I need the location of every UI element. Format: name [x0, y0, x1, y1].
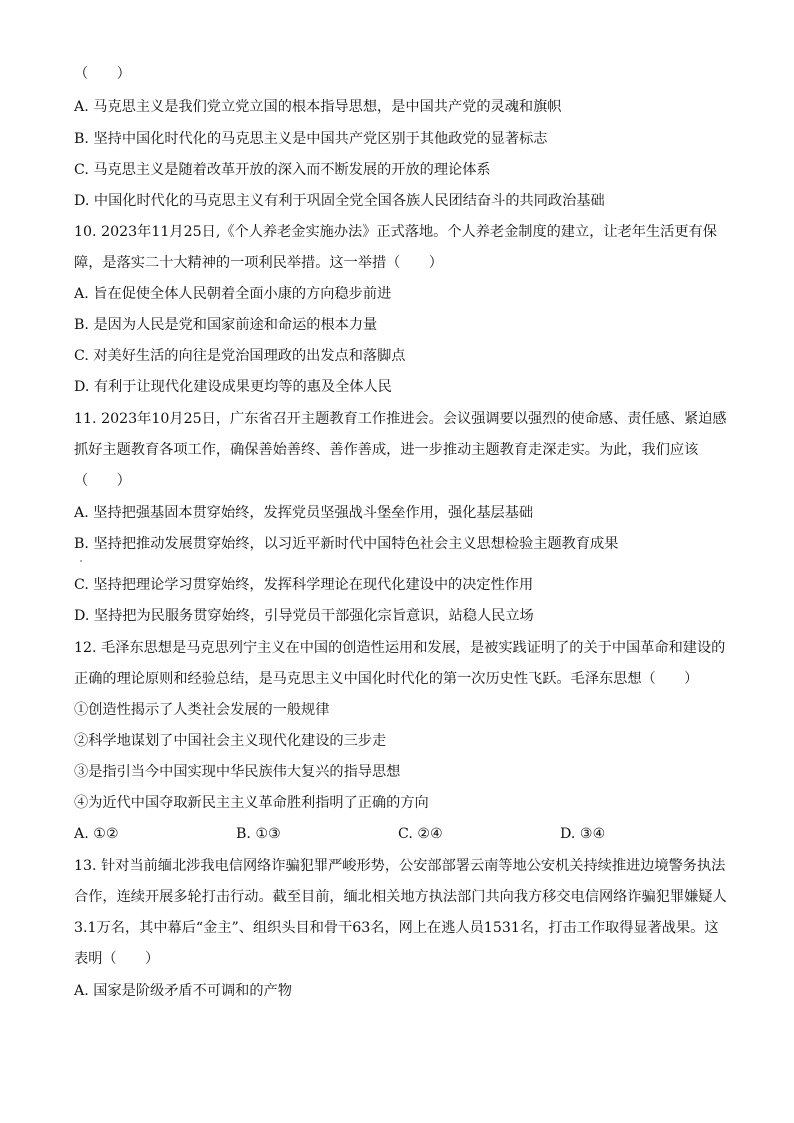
q12-item-3: ③是指引当今中国实现中华民族伟大复兴的指导思想	[74, 764, 401, 780]
q11-option-b: B. 坚持把推动发展贯穿始终，以习近平新时代中国特色社会主义思想检验主题教育成果	[74, 536, 619, 552]
scan-speck	[80, 560, 82, 562]
q9-option-b: B. 坚持中国化时代化的马克思主义是中国共产党区别于其他政党的显著标志	[74, 131, 548, 147]
q12-item-4: ④为近代中国夺取新民主主义革命胜利指明了正确的方向	[74, 795, 429, 811]
q12-option-c: C. ②④	[398, 826, 443, 842]
q13-stem-line-1: 13. 针对当前缅北涉我电信网络诈骗犯罪严峻形势，公安部部署云南等地公安机关持续推进边境警务执法	[74, 858, 726, 874]
q11-option-c: C. 坚持把理论学习贯穿始终，发挥科学理论在现代化建设中的决定性作用	[74, 577, 534, 593]
q12-option-b: B. ①③	[236, 826, 281, 842]
q9-option-d: D. 中国化时代化的马克思主义有利于巩固全党全国各族人民团结奋斗的共同政治基础	[74, 193, 605, 209]
q11-stem-line-1: 11. 2023年10月25日，广东省召开主题教育工作推进会。会议强调要以强烈的使命感、责任感、紧迫感	[74, 411, 727, 427]
q9-answer-blank: （ ）	[74, 66, 131, 82]
q12-item-1: ①创造性揭示了人类社会发展的一般规律	[74, 702, 330, 718]
q12-option-a: A. ①②	[74, 826, 119, 842]
q11-option-a: A. 坚持把强基固本贯穿始终，发挥党员坚强战斗堡垒作用，强化基层基础	[74, 505, 534, 521]
q11-option-d: D. 坚持把为民服务贯穿始终，引导党员干部强化宗旨意识，站稳人民立场	[74, 608, 534, 624]
q10-stem-line-2: 障，是落实二十大精神的一项利民举措。这一举措（ ）	[74, 255, 443, 271]
q10-option-b: B. 是因为人民是党和国家前途和命运的根本力量	[74, 317, 378, 333]
q9-option-c: C. 马克思主义是随着改革开放的深入而不断发展的开放的理论体系	[74, 162, 491, 178]
q11-stem-line-2: 抓好主题教育各项工作，确保善始善终、善作善成，进一步推动主题教育走深走实。为此，我们应该	[74, 442, 699, 458]
q13-stem-line-4: 表明（ ）	[74, 951, 160, 967]
q10-option-a: A. 旨在促使全体人民朝着全面小康的方向稳步前进	[74, 286, 392, 302]
q12-options-row	[74, 824, 734, 844]
q13-stem-line-2: 合作，连续开展多轮打击行动。截至目前，缅北相关地方执法部门共向我方移交电信网络诈骗犯罪嫌疑人	[74, 889, 727, 905]
q13-stem-line-3: 3.1万名，其中幕后“金主”、组织头目和骨干63名，网上在逃人员1531名，打击工作取得显著战果。这	[74, 920, 719, 936]
q12-stem-line-1: 12. 毛泽东思想是马克思列宁主义在中国的创造性运用和发展，是被实践证明了的关于中国革命和建设的	[74, 640, 726, 656]
q10-option-c: C. 对美好生活的向往是党治国理政的出发点和落脚点	[74, 348, 406, 364]
q10-option-d: D. 有利于让现代化建设成果更均等的惠及全体人民	[74, 379, 392, 395]
q12-item-2: ②科学地谋划了中国社会主义现代化建设的三步走	[74, 733, 387, 749]
q12-option-d: D. ③④	[560, 826, 606, 842]
q10-stem-line-1: 10. 2023年11月25日,《个人养老金实施办法》正式落地。个人养老金制度的建立，让老年生活更有保	[74, 224, 717, 240]
q13-option-a: A. 国家是阶级矛盾不可调和的产物	[74, 983, 292, 999]
q12-stem-line-2: 正确的理论原则和经验总结，是马克思主义中国化时代化的第一次历史性飞跃。毛泽东思想（ ）	[74, 671, 699, 687]
q9-option-a: A. 马克思主义是我们党立党立国的根本指导思想，是中国共产党的灵魂和旗帜	[74, 99, 562, 115]
q11-answer-blank: （ ）	[74, 473, 131, 489]
